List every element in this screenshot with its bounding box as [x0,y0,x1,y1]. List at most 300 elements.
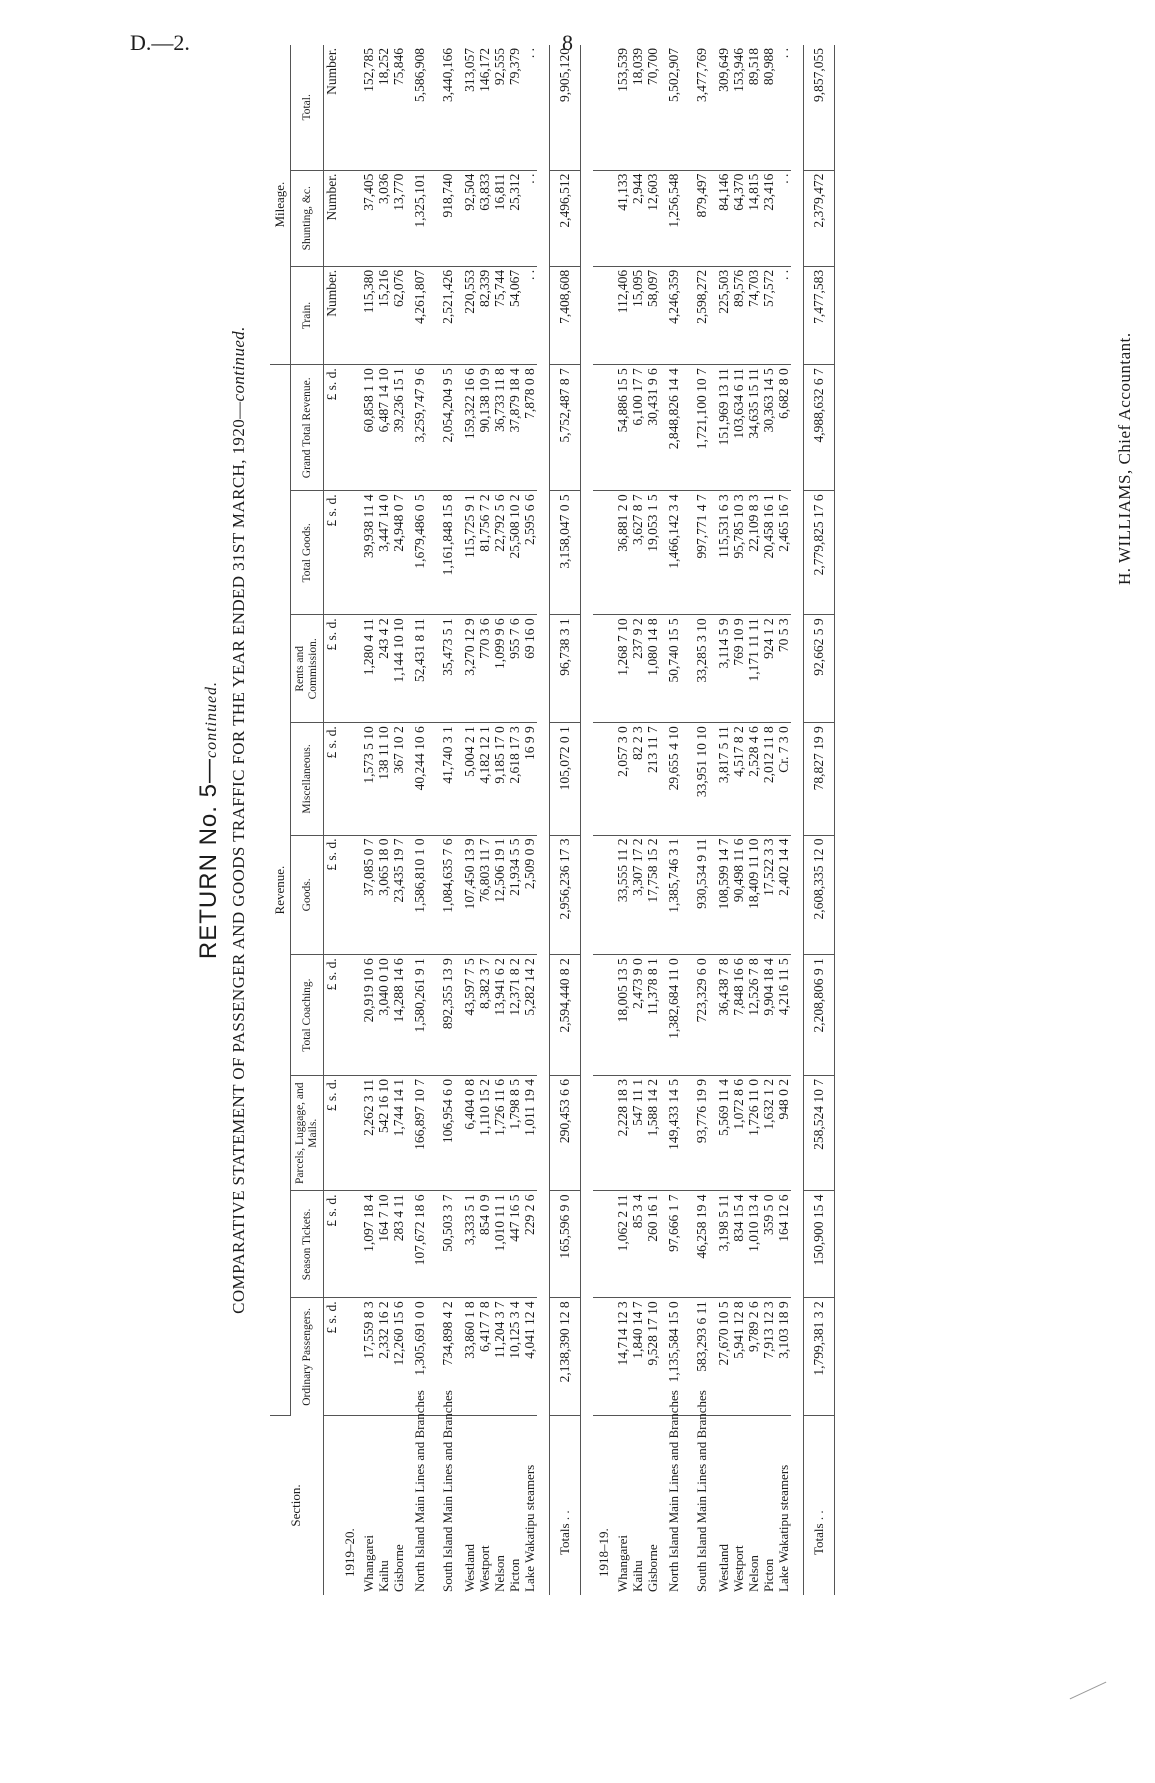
value-cell: 33,285 3 10 [688,615,716,723]
value-cell: 3,477,769 [688,45,716,170]
value-cell: 5,502,907 [660,45,688,170]
value-cell: 12,526 7 8 [746,955,761,1076]
blank-cell [593,1076,615,1191]
value-cell: 17,758 15 2 [645,835,660,955]
blank-cell [339,170,361,266]
value-cell: 92,504 [462,170,477,266]
value-cell: 16,811 [492,170,507,266]
value-cell: 723,329 6 0 [688,955,716,1076]
table-row [361,45,376,1595]
value-cell: 6,417 7 8 [477,1298,492,1416]
total-cell: 2,956,236 17 3 [549,835,580,955]
table-row [522,45,537,1595]
value-cell: 2,528 4 6 [746,723,761,835]
value-cell: 20,919 10 6 [361,955,376,1076]
total-cell: 258,524 10 7 [803,1076,834,1191]
value-cell: 997,771 4 7 [688,491,716,615]
value-cell: 243 4 2 [376,615,391,723]
section-cell: South Island Main Lines and Branches [694,1390,710,1592]
value-cell: 33,860 1 8 [462,1298,477,1416]
total-cell: 3,158,047 0 5 [549,491,580,615]
unit-cell: £ s. d. [323,615,339,723]
value-cell: 547 11 1 [630,1076,645,1191]
page-reference: D.—2. [130,30,190,55]
value-cell: 85 3 4 [630,1191,645,1298]
column-header: Shunting, &c. [291,170,323,266]
blank-cell [593,955,615,1076]
value-cell: 2,598,272 [688,266,716,364]
value-cell: 3,440,166 [434,45,462,170]
value-cell: 21,934 5 5 [507,835,522,955]
statement-title: COMPARATIVE STATEMENT OF PASSENGER AND GOODS TRAFFIC FOR THE YEAR ENDED 31ST MARCH, 1920—continued. [229,326,248,1314]
value-cell: 359 5 0 [761,1191,776,1298]
year-label: 1918–19. [596,1528,612,1577]
value-cell: 1,382,684 11 0 [660,955,688,1076]
value-cell: 9,789 2 6 [746,1298,761,1416]
value-cell: 1,726 11 6 [492,1076,507,1191]
value-cell: 309,649 [716,45,731,170]
blank-cell [339,45,361,170]
column-header: Total Coaching. [291,955,323,1076]
spacer [537,45,550,1595]
blank-cell [593,615,615,723]
total-cell: 7,477,583 [803,266,834,364]
unit-cell: Number. [323,266,339,364]
value-cell: 6,100 17 7 [630,365,645,491]
table-row [716,45,731,1595]
value-cell: 25,312 [507,170,522,266]
value-cell: 33,555 11 2 [615,835,630,955]
column-header: Season Tickets. [291,1191,323,1298]
value-cell: 7,848 16 6 [731,955,746,1076]
totals-row [549,45,580,1595]
blank-cell [339,365,361,491]
total-cell: 2,379,472 [803,170,834,266]
value-cell: 70 5 3 [776,615,791,723]
value-cell: 1,268 7 10 [615,615,630,723]
value-cell: 1,305,691 0 0 [406,1298,434,1416]
value-cell: 1,679,486 0 5 [406,491,434,615]
value-cell: 58,097 [645,266,660,364]
value-cell: 76,803 11 7 [477,835,492,955]
blank-cell [593,1298,615,1416]
value-cell: 1,062 2 11 [615,1191,630,1298]
value-cell: 30,363 14 5 [761,365,776,491]
value-cell: 948 0 2 [776,1076,791,1191]
value-cell: 4,182 12 1 [477,723,492,835]
value-cell: 1,072 8 6 [731,1076,746,1191]
value-cell: 115,531 6 3 [716,491,731,615]
value-cell: Cr. 7 3 0 [776,723,791,835]
value-cell: 60,858 1 10 [361,365,376,491]
value-cell: 8,382 3 7 [477,955,492,1076]
blank-cell [339,491,361,615]
value-cell: 3,198 5 11 [716,1191,731,1298]
value-cell: 9,528 17 10 [645,1298,660,1416]
table-row [492,45,507,1595]
value-cell: 225,503 [716,266,731,364]
value-cell: 14,288 14 6 [391,955,406,1076]
column-header: Rents and Commission. [291,615,323,723]
value-cell: 2,402 14 4 [776,835,791,955]
table-row [630,45,645,1595]
value-cell: 70,700 [645,45,660,170]
value-cell: . . [522,266,537,364]
table-row [376,45,391,1595]
value-cell: 23,416 [761,170,776,266]
value-cell: 2,595 6 6 [522,491,537,615]
blank-cell [593,170,615,266]
value-cell: 3,259,747 9 6 [406,365,434,491]
value-cell: 46,258 19 4 [688,1191,716,1298]
value-cell: 2,054,204 9 5 [434,365,462,491]
total-cell: 9,857,055 [803,45,834,170]
value-cell: 14,714 12 3 [615,1298,630,1416]
total-cell: 105,072 0 1 [549,723,580,835]
value-cell: 2,618 17 3 [507,723,522,835]
blank-cell [339,955,361,1076]
column-header: Parcels, Luggage, and Mails. [291,1076,323,1191]
value-cell: 37,879 18 4 [507,365,522,491]
value-cell: 6,682 8 0 [776,365,791,491]
value-cell: 1,586,810 1 0 [406,835,434,955]
value-cell: 17,522 3 3 [761,835,776,955]
value-cell: 29,655 4 10 [660,723,688,835]
value-cell: 13,941 6 2 [492,955,507,1076]
value-cell: 15,095 [630,266,645,364]
value-cell: 213 11 7 [645,723,660,835]
section-cell: North Island Main Lines and Branches [666,1390,682,1592]
value-cell: 3,040 0 10 [376,955,391,1076]
value-cell: 24,948 0 7 [391,491,406,615]
section-cell: Whangarei [360,1534,376,1592]
value-cell: 13,770 [391,170,406,266]
value-cell: 107,672 18 6 [406,1191,434,1298]
value-cell: 1,099 9 6 [492,615,507,723]
value-cell: 37,405 [361,170,376,266]
total-cell: 165,596 9 0 [549,1191,580,1298]
value-cell: 260 16 1 [645,1191,660,1298]
value-cell: 107,450 13 9 [462,835,477,955]
unit-cell: £ s. d. [323,365,339,491]
value-cell: 3,627 8 7 [630,491,645,615]
value-cell: 3,036 [376,170,391,266]
value-cell: 25,508 10 2 [507,491,522,615]
value-cell: 153,946 [731,45,746,170]
total-cell: 150,900 15 4 [803,1191,834,1298]
value-cell: 18,409 11 10 [746,835,761,955]
blank-cell [593,491,615,615]
value-cell: . . [776,45,791,170]
value-cell: 2,012 11 8 [761,723,776,835]
value-cell: 2,521,426 [434,266,462,364]
value-cell: 930,534 9 11 [688,835,716,955]
blank-cell [339,1191,361,1298]
page-number: 8 [562,30,573,55]
value-cell: 1,010 11 1 [492,1191,507,1298]
value-cell: . . [522,170,537,266]
table-row [660,45,688,1595]
table-row [776,45,791,1595]
value-cell: 35,473 5 1 [434,615,462,723]
table-row [746,45,761,1595]
value-cell: 146,172 [477,45,492,170]
value-cell: 84,146 [716,170,731,266]
table-row [507,45,522,1595]
blank-cell [339,615,361,723]
table-row [434,45,462,1595]
value-cell: 27,670 10 5 [716,1298,731,1416]
value-cell: 220,553 [462,266,477,364]
section-cell: Gisborne [390,1544,406,1592]
value-cell: 1,161,848 15 8 [434,491,462,615]
blank-cell [339,1076,361,1191]
value-cell: 17,559 8 3 [361,1298,376,1416]
value-cell: 18,005 13 5 [615,955,630,1076]
value-cell: 583,293 6 11 [688,1298,716,1416]
value-cell: 40,244 10 6 [406,723,434,835]
table-row [731,45,746,1595]
value-cell: 164 7 10 [376,1191,391,1298]
value-cell: 4,261,807 [406,266,434,364]
value-cell: 542 16 10 [376,1076,391,1191]
value-cell: 19,053 1 5 [645,491,660,615]
mileage-group-header: Mileage. [270,45,291,365]
table-row [761,45,776,1595]
value-cell: 11,204 3 7 [492,1298,507,1416]
value-cell: 74,703 [746,266,761,364]
value-cell: 92,555 [492,45,507,170]
section-header: Section. [270,1415,323,1595]
value-cell: 1,721,100 10 7 [688,365,716,491]
value-cell: 103,634 6 11 [731,365,746,491]
value-cell: 69 16 0 [522,615,537,723]
rotated-statement [195,45,1155,1595]
unit-cell: £ s. d. [323,955,339,1076]
table-row [645,45,660,1595]
value-cell: 20,458 16 1 [761,491,776,615]
value-cell: 22,792 5 6 [492,491,507,615]
value-cell: 1,632 1 2 [761,1076,776,1191]
value-cell: 2,228 18 3 [615,1076,630,1191]
value-cell: 11,378 8 1 [645,955,660,1076]
value-cell: 52,431 8 11 [406,615,434,723]
value-cell: . . [522,45,537,170]
value-cell: 18,039 [630,45,645,170]
value-cell: 36,733 11 8 [492,365,507,491]
value-cell: 14,815 [746,170,761,266]
value-cell: 1,385,746 3 1 [660,835,688,955]
value-cell: 229 2 6 [522,1191,537,1298]
value-cell: 2,057 3 0 [615,723,630,835]
value-cell: 2,848,826 14 4 [660,365,688,491]
value-cell: 106,954 6 0 [434,1076,462,1191]
total-cell: 2,208,806 9 1 [803,955,834,1076]
value-cell: 15,216 [376,266,391,364]
value-cell: 90,138 10 9 [477,365,492,491]
value-cell: 955 7 6 [507,615,522,723]
total-cell: 2,779,825 17 6 [803,491,834,615]
blank-cell [339,835,361,955]
blank-cell [339,1298,361,1416]
value-cell: 41,740 3 1 [434,723,462,835]
value-cell: 151,969 13 11 [716,365,731,491]
value-cell: 97,666 1 7 [660,1191,688,1298]
value-cell: 4,216 11 5 [776,955,791,1076]
total-cell: 2,608,335 12 0 [803,835,834,955]
value-cell: 80,988 [761,45,776,170]
value-cell: 5,004 2 1 [462,723,477,835]
value-cell: 39,938 11 4 [361,491,376,615]
value-cell: 50,740 15 5 [660,615,688,723]
value-cell: 7,878 0 8 [522,365,537,491]
column-header: Train. [291,266,323,364]
traffic-table [270,45,835,1595]
value-cell: 75,846 [391,45,406,170]
value-cell: 93,776 19 9 [688,1076,716,1191]
total-cell: 78,827 19 9 [803,723,834,835]
year-label: 1919–20. [342,1528,358,1577]
value-cell: 112,406 [615,266,630,364]
total-cell: 290,453 6 6 [549,1076,580,1191]
value-cell: 12,371 8 2 [507,955,522,1076]
blank-cell [339,266,361,364]
value-cell: 1,144 10 10 [391,615,406,723]
value-cell: 1,171 11 11 [746,615,761,723]
total-cell: 2,594,440 8 2 [549,955,580,1076]
value-cell: 18,252 [376,45,391,170]
total-cell: 1,799,381 3 2 [803,1298,834,1416]
value-cell: 166,897 10 7 [406,1076,434,1191]
value-cell: 115,725 9 1 [462,491,477,615]
value-cell: 2,332 16 2 [376,1298,391,1416]
value-cell: 82,339 [477,266,492,364]
value-cell: 37,085 0 7 [361,835,376,955]
value-cell: 1,097 18 4 [361,1191,376,1298]
section-cell: Westport [730,1545,746,1592]
value-cell: 50,503 3 7 [434,1191,462,1298]
value-cell: 153,539 [615,45,630,170]
value-cell: 2,262 3 11 [361,1076,376,1191]
value-cell: 95,785 10 3 [731,491,746,615]
value-cell: 5,282 14 2 [522,955,537,1076]
value-cell: 4,517 8 2 [731,723,746,835]
value-cell: 57,572 [761,266,776,364]
column-header: Goods. [291,835,323,955]
value-cell: 1,011 19 4 [522,1076,537,1191]
total-cell: 5,752,487 8 7 [549,365,580,491]
value-cell: 770 3 6 [477,615,492,723]
value-cell: 89,518 [746,45,761,170]
section-cell: Kaihu [375,1560,391,1592]
table-row [462,45,477,1595]
value-cell: 3,065 18 0 [376,835,391,955]
value-cell: 834 15 4 [731,1191,746,1298]
return-title: RETURN No. 5—continued. [195,680,222,960]
value-cell: 41,133 [615,170,630,266]
column-header: Total Goods. [291,491,323,615]
value-cell: 89,576 [731,266,746,364]
value-cell: 36,438 7 8 [716,955,731,1076]
section-cell: Picton [760,1558,776,1592]
value-cell: 1,580,261 9 1 [406,955,434,1076]
section-cell: North Island Main Lines and Branches [412,1390,428,1592]
value-cell: 62,076 [391,266,406,364]
value-cell: 54,067 [507,266,522,364]
totals-row [803,45,834,1595]
column-header: Miscellaneous. [291,723,323,835]
value-cell: 1,588 14 2 [645,1076,660,1191]
value-cell: 6,487 14 10 [376,365,391,491]
value-cell: 1,135,584 15 0 [660,1298,688,1416]
unit-cell: £ s. d. [323,835,339,955]
section-cell: Gisborne [644,1544,660,1592]
value-cell: 1,080 14 8 [645,615,660,723]
column-header: Total. [291,45,323,170]
revenue-group-header: Revenue. [270,365,291,1416]
value-cell: 1,840 14 7 [630,1298,645,1416]
value-cell: 1,256,548 [660,170,688,266]
value-cell: 81,756 7 2 [477,491,492,615]
section-cell: Nelson [491,1555,507,1592]
totals-label: Totals . . [803,1415,834,1595]
blank-cell [339,723,361,835]
total-cell: 2,496,512 [549,170,580,266]
value-cell: 1,280 4 11 [361,615,376,723]
value-cell: 5,586,908 [406,45,434,170]
value-cell: 9,185 17 0 [492,723,507,835]
value-cell: 152,785 [361,45,376,170]
value-cell: 108,599 14 7 [716,835,731,955]
value-cell: 237 9 2 [630,615,645,723]
spacer [580,45,593,1595]
value-cell: 16 9 9 [522,723,537,835]
unit-cell: £ s. d. [323,1191,339,1298]
table-row [615,45,630,1595]
value-cell: 3,114 5 9 [716,615,731,723]
value-cell: 4,246,359 [660,266,688,364]
value-cell: 12,506 19 1 [492,835,507,955]
value-cell: 854 0 9 [477,1191,492,1298]
value-cell: 1,325,101 [406,170,434,266]
value-cell: 9,904 18 4 [761,955,776,1076]
section-cell: South Island Main Lines and Branches [440,1390,456,1592]
unit-cell: £ s. d. [323,723,339,835]
value-cell: 149,433 14 5 [660,1076,688,1191]
value-cell: 43,597 7 5 [462,955,477,1076]
blank-cell [593,45,615,170]
table-row [391,45,406,1595]
unit-cell: £ s. d. [323,491,339,615]
value-cell: 769 10 9 [731,615,746,723]
spacer [791,45,804,1595]
blank-cell [593,835,615,955]
unit-cell: Number. [323,45,339,170]
value-cell: 39,236 15 1 [391,365,406,491]
value-cell: 2,473 9 0 [630,955,645,1076]
value-cell: 164 12 6 [776,1191,791,1298]
section-cell: Picton [506,1558,522,1592]
value-cell: 3,333 5 1 [462,1191,477,1298]
value-cell: 3,270 12 9 [462,615,477,723]
value-cell: . . [776,266,791,364]
value-cell: 115,380 [361,266,376,364]
section-cell: Westland [461,1543,477,1592]
total-cell: 96,738 3 1 [549,615,580,723]
value-cell: 3,103 18 9 [776,1298,791,1416]
value-cell: 2,944 [630,170,645,266]
value-cell: 79,379 [507,45,522,170]
